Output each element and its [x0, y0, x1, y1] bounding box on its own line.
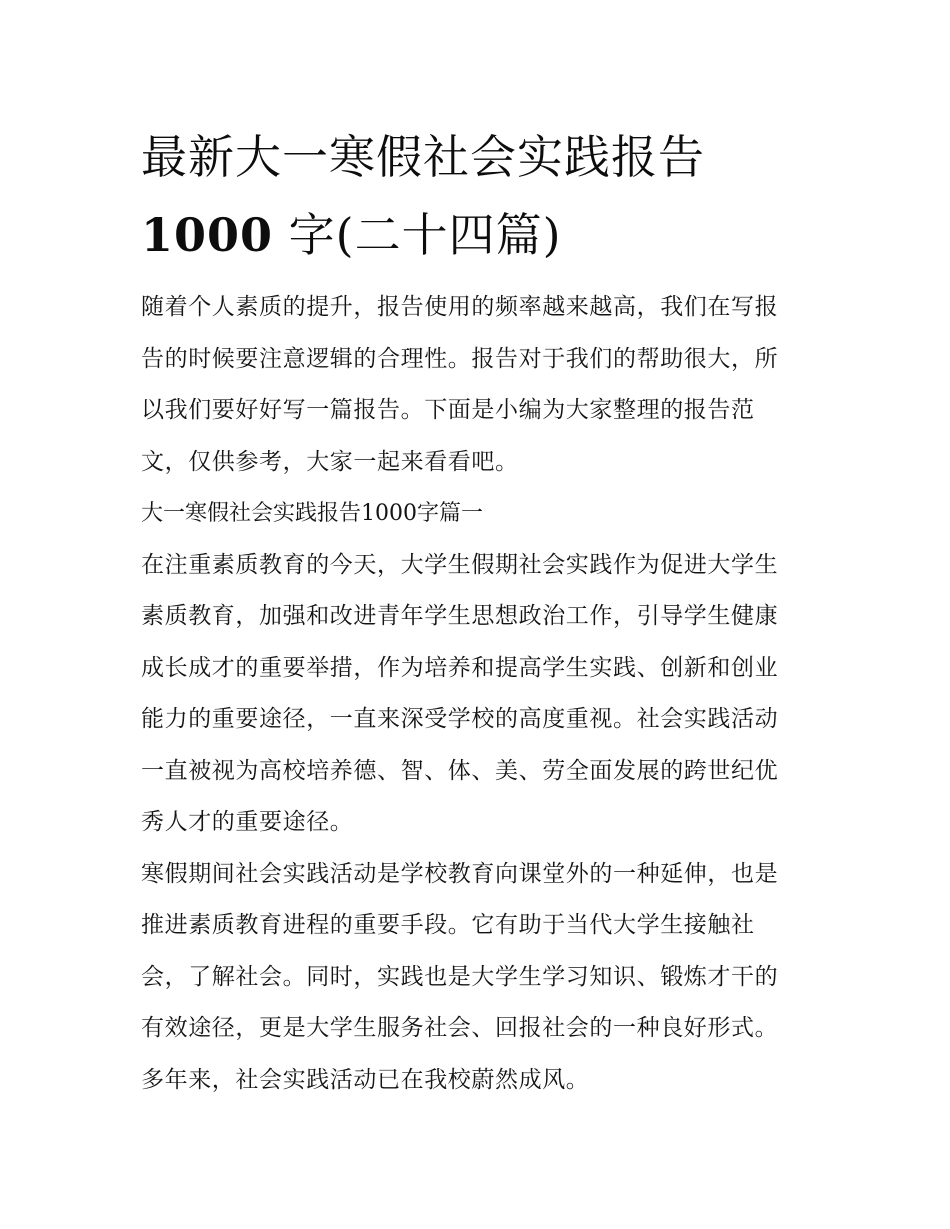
paragraph-line: 在注重素质教育的今天，大学生假期社会实践作为促进大学生 — [141, 551, 779, 578]
intro-line: 文，仅供参考，大家一起来看看吧。 — [141, 448, 519, 475]
intro-paragraph — [141, 282, 813, 488]
paragraph-line: 素质教育，加强和改进青年学生思想政治工作，引导学生健康 — [141, 603, 779, 629]
intro-line: 随着个人素质的提升，报告使用的频率越来越高，我们在写报 — [141, 294, 779, 320]
paragraph-line: 有效途径，更是大学生服务社会、回报社会的一种良好形式。 — [141, 1015, 779, 1041]
title-line-1: 最新大一寒假社会实践报告 — [141, 130, 705, 184]
paragraph-line: 秀人才的重要途径。 — [141, 809, 354, 835]
document-title — [141, 118, 813, 274]
paragraph-line: 会，了解社会。同时，实践也是大学生学习知识、锻炼才干的 — [141, 963, 779, 990]
section-heading: 大一寒假社会实践报告1000字篇一 — [141, 501, 483, 526]
title-line-2: 字(二十四篇) — [288, 208, 562, 262]
body-paragraph-1 — [141, 540, 813, 849]
title-number: 1000 — [141, 208, 274, 262]
intro-line: 告的时候要注意逻辑的合理性。报告对于我们的帮助很大，所 — [141, 345, 779, 372]
document-body — [141, 118, 813, 1106]
paragraph-line: 寒假期间社会实践活动是学校教育向课堂外的一种延伸，也是 — [141, 860, 779, 887]
paragraph-line: 多年来，社会实践活动已在我校蔚然成风。 — [141, 1066, 590, 1093]
paragraph-line: 推进素质教育进程的重要手段。它有助于当代大学生接触社 — [141, 912, 755, 938]
paragraph-line: 一直被视为高校培养德、智、体、美、劳全面发展的跨世纪优 — [141, 757, 779, 784]
intro-line: 以我们要好好写一篇报告。下面是小编为大家整理的报告范 — [141, 397, 755, 423]
paragraph-line: 成长成才的重要举措，作为培养和提高学生实践、创新和创业 — [141, 654, 779, 681]
paragraph-line: 能力的重要途径，一直来深受学校的高度重视。社会实践活动 — [141, 706, 779, 732]
body-paragraph-2 — [141, 849, 813, 1107]
